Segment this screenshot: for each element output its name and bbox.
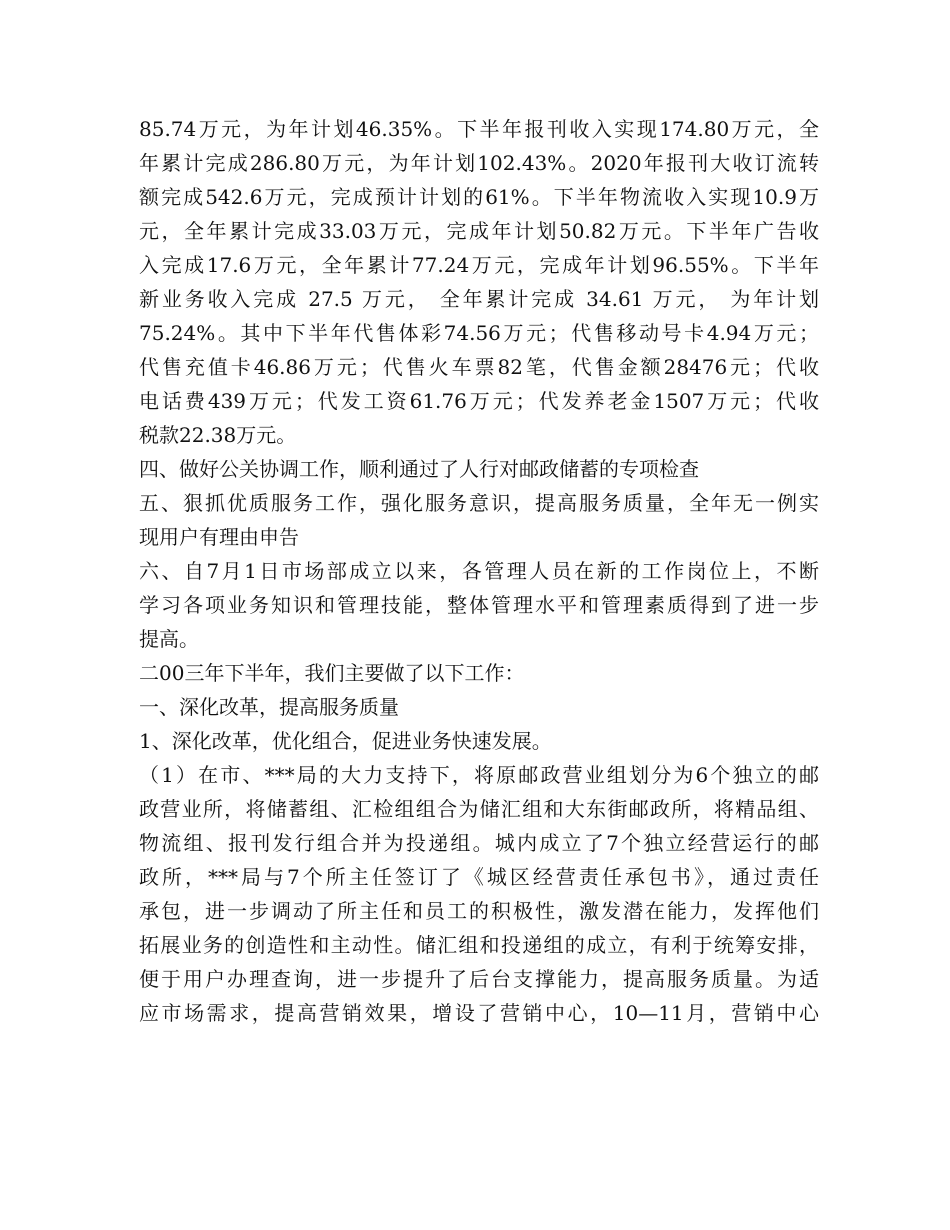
text-line: 税款22.38万元。 <box>139 423 297 447</box>
text-line: 物流组、报刊发行组合并为投递组。城内成立了7个独立经营运行的邮 <box>139 831 819 855</box>
text-line: 承包，进一步调动了所主任和员工的积极性，激发潜在能力，发挥他们 <box>139 899 819 923</box>
text-line: 学习各项业务知识和管理技能，整体管理水平和管理素质得到了进一步 <box>139 593 819 617</box>
text-line: 额完成542.6万元，完成预计计划的61%。下半年物流收入实现10.9万 <box>139 185 819 209</box>
text-line: 应市场需求，提高营销效果，增设了营销中心，10—11月，营销中心 <box>139 1001 819 1025</box>
text-line: （1）在市、***局的大力支持下，将原邮政营业组划分为6个独立的邮 <box>139 763 819 787</box>
section-heading: 六、自7月1日市场部成立以来，各管理人员在新的工作岗位上，不断 <box>139 559 819 583</box>
text-line: 元，全年累计完成33.03万元，完成年计划50.82万元。下半年广告收 <box>139 219 819 243</box>
text-line: 75.24%。其中下半年代售体彩74.56万元；代售移动号卡4.94万元； <box>139 321 819 345</box>
text-line: 85.74万元，为年计划46.35%。下半年报刊收入实现174.80万元，全 <box>139 117 819 141</box>
text-line: 年累计完成286.80万元，为年计划102.43%。2020年报刊大收订流转 <box>139 151 819 175</box>
subsection-heading: 1、深化改革，优化组合，促进业务快速发展。 <box>139 729 552 753</box>
text-line: 新业务收入完成 27.5 万元， 全年累计完成 34.61 万元， 为年计划 <box>139 287 819 311</box>
section-heading: 四、做好公关协调工作，顺利通过了人行对邮政储蓄的专项检查 <box>139 457 699 481</box>
text-line: 政所，***局与7个所主任签订了《城区经营责任承包书》，通过责任 <box>139 865 819 889</box>
section-heading: 一、深化改革，提高服务质量 <box>139 695 399 719</box>
text-line: 代售充值卡46.86万元；代售火车票82笔，代售金额28476元；代收 <box>139 355 819 379</box>
text-line: 拓展业务的创造性和主动性。储汇组和投递组的成立，有利于统筹安排， <box>139 933 819 957</box>
text-line: 入完成17.6万元，全年累计77.24万元，完成年计划96.55%。下半年 <box>139 253 819 277</box>
section-heading: 五、狠抓优质服务工作，强化服务意识，提高服务质量，全年无一例实 <box>139 491 819 515</box>
text-line: 电话费439万元；代发工资61.76万元；代发养老金1507万元；代收 <box>139 389 819 413</box>
text-line: 政营业所，将储蓄组、汇检组组合为储汇组和大东街邮政所，将精品组、 <box>139 797 819 821</box>
section-heading: 二00三年下半年，我们主要做了以下工作： <box>139 661 525 685</box>
text-line: 现用户有理由申告 <box>139 525 299 549</box>
text-line: 便于用户办理查询，进一步提升了后台支撑能力，提高服务质量。为适 <box>139 967 819 991</box>
document-body <box>139 112 819 1030</box>
text-line: 提高。 <box>139 627 199 651</box>
